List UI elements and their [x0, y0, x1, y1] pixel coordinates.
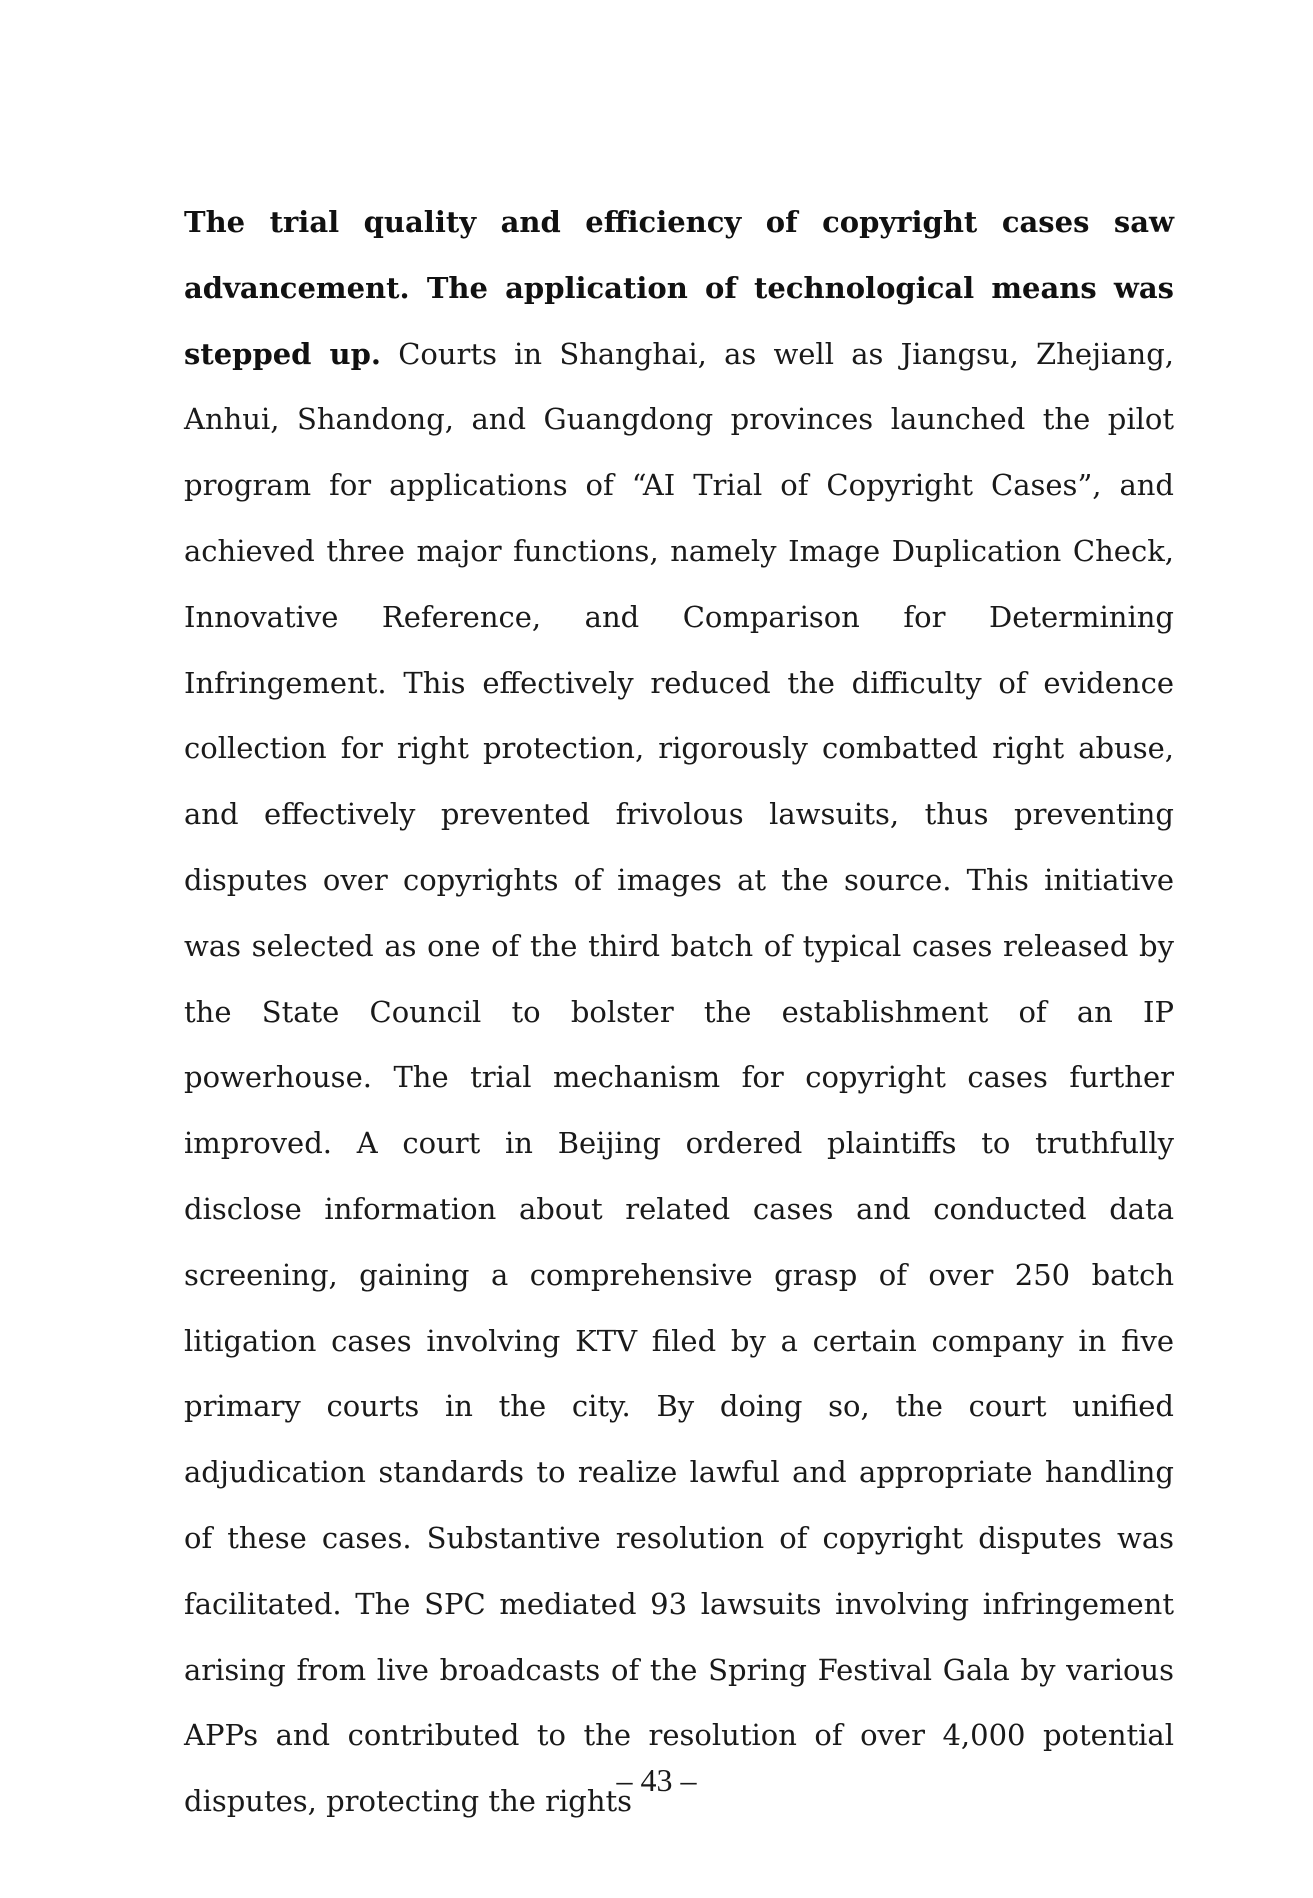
paragraph-lead-heading: The trial quality and efficiency of copyright cases saw advancement. The application of technological means was stepped up.	[184, 205, 1174, 371]
paragraph-body-text: Courts in Shanghai, as well as Jiangsu, Zhejiang, Anhui, Shandong, and Guangdong provinces launched the pilot program for applications of “AI Trial of Copyright Cases”, and achieved three major functions, namely Image Duplication Check, Innovative Reference, and Comparison for Determining Infringement. This effectively reduced the difficulty of evidence collection for right protection, rigorously combatted right abuse, and effectively prevented frivolous lawsuits, thus preventing disputes over copyrights of images at the source. This initiative was selected as one of the third batch of typical cases released by the State Council to bolster the establishment of an IP powerhouse. The trial mechanism for copyright cases further improved. A court in Beijing ordered plaintiffs to truthfully disclose information about related cases and conducted data screening, gaining a comprehensive grasp of over 250 batch litigation cases involving KTV filed by a certain company in five primary courts in the city. By doing so, the court unified adjudication standards to realize lawful and appropriate handling of these cases. Substantive resolution of copyright disputes was facilitated. The SPC mediated 93 lawsuits involving infringement arising from live broadcasts of the Spring Festival Gala by various APPs and contributed to the resolution of over 4,000 potential disputes, protecting the rights	[184, 336, 1174, 1819]
body-paragraph	[184, 190, 1174, 1835]
page-number: – 43 –	[616, 1762, 697, 1798]
